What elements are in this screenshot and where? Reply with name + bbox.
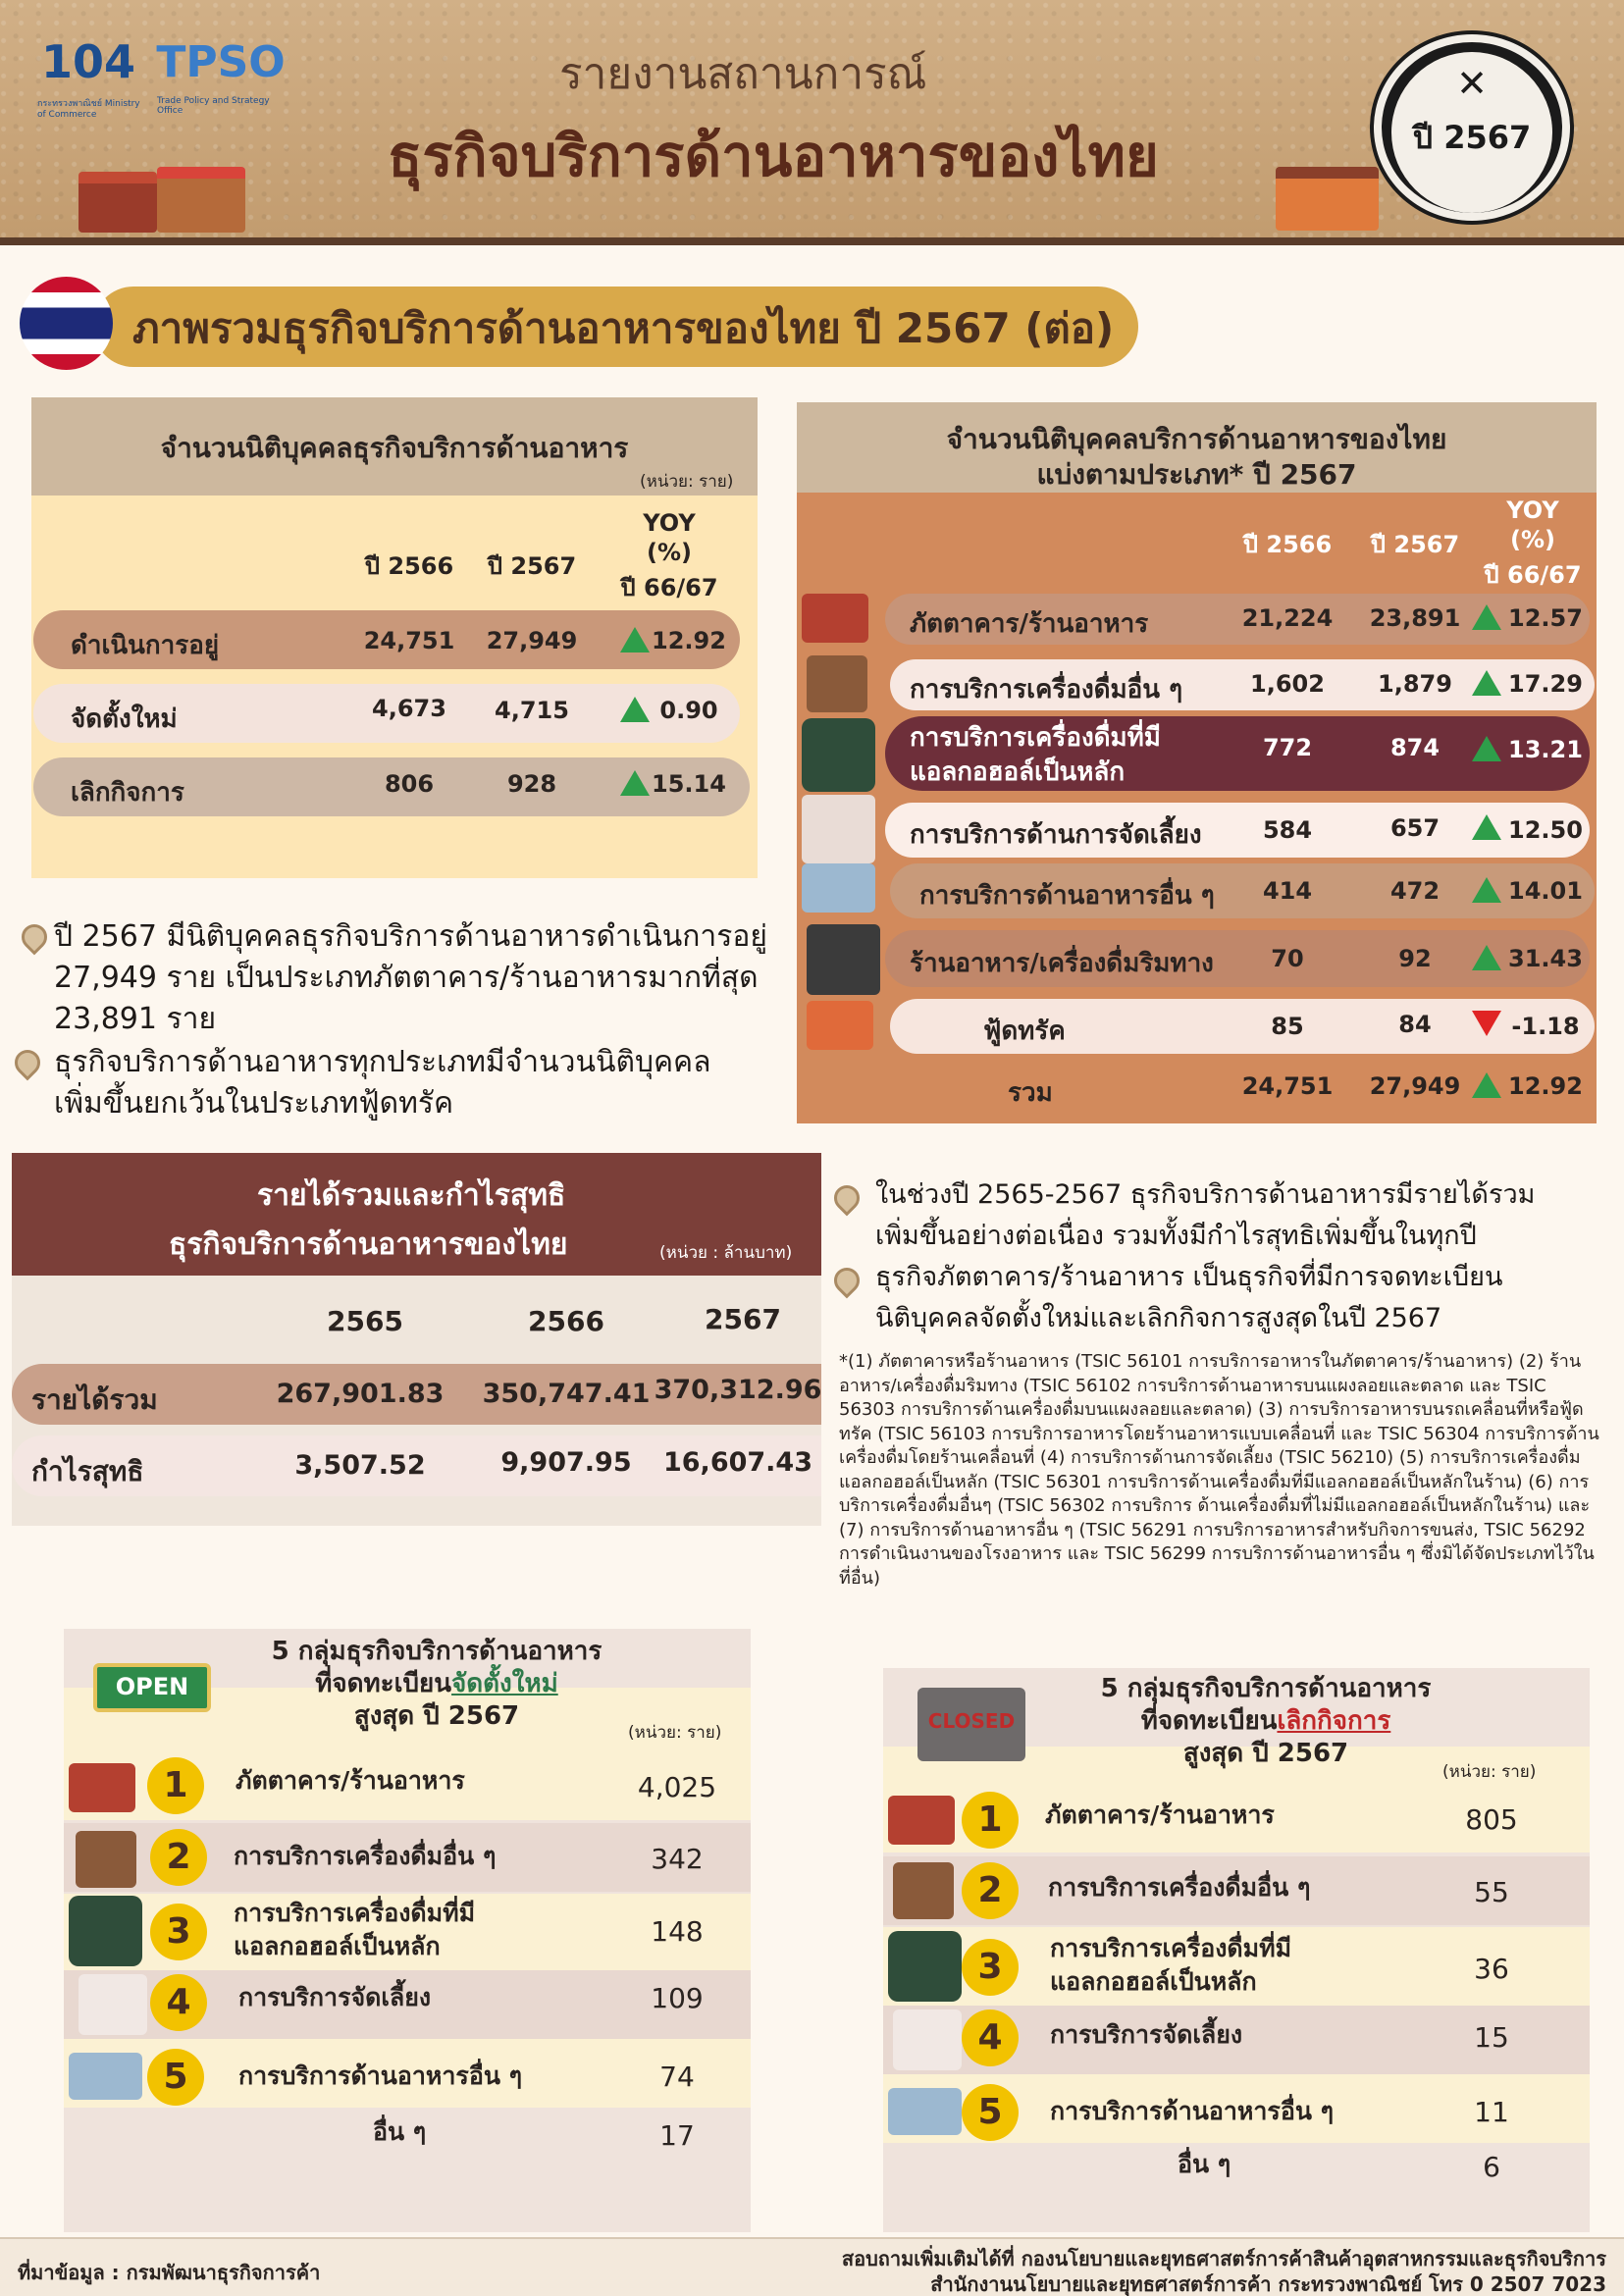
value-yoy: 12.92: [652, 627, 726, 654]
increase-arrow-icon: [1472, 1072, 1501, 1098]
value-2566: 806: [384, 770, 435, 798]
thai-flag-icon: [20, 277, 113, 370]
cafe-icon: [893, 1862, 954, 1919]
canteen-icon: [888, 2088, 962, 2135]
footnote: *(1) ภัตตาคารหรือร้านอาหาร (TSIC 56101 การบริการอาหารในภัตตาคาร/ร้านอาหาร) (2) ร้านอาหาร/เครื่องดื่มริมทาง (TSIC 56102 การบริการด้านอาหารบนแผงลอยและตลาด และ TSIC 56303 การบริการด้านเครื่องดื่มบนแผงลอยและตลาด) (3) การบริการอาหารบนรถเคลื่อนที่หรือฟู้ดทรัค (TSIC 56103 การบริการอาหารโดยร้านอาหารแบบเคลื่อนที่ และ TSIC 56304 การบริการด้านเครื่องดื่มโดยร้านเคลื่อนที่ (4) การบริการด้านการจัดเลี้ยง (TSIC 56210) (5) การบริการเครื่องดื่มแอลกอฮอล์เป็นหลัก (TSIC 56301 การบริการด้านเครื่องดื่มที่มีแอลกอฮอล์เป็นหลักในร้าน) (6) การบริการเครื่องดื่มอื่นๆ (TSIC 56302 การบริการ ด้านเครื่องดื่มที่ไม่มีแอลกอฮอล์เป็นหลักในร้าน) และ (7) การบริการด้านอาหารอื่น ๆ (TSIC 56291 การบริการอาหารสำหรับกิจการขนส่ง, TSIC 56292 การดำเนินงานของโรงอาหาร และ TSIC 56299 การบริการด้านอาหารอื่น ๆ ซึ่งมิได้จัดประเภทไว้ในที่อื่น): [839, 1351, 1599, 1589]
col-year-2565: 2565: [327, 1305, 403, 1337]
bullet-text: 23,891 ราย: [54, 1002, 217, 1036]
entities-summary-title: จำนวนนิติบุคคลธุรกิจบริการด้านอาหาร: [160, 432, 629, 464]
revenue-profit-title-line1: รายได้รวมและกำไรสุทธิ: [257, 1178, 566, 1213]
pushpin-icon: [829, 1263, 865, 1299]
col-yoy: YOY: [643, 509, 696, 537]
year-badge-label: ปี 2567: [1412, 119, 1532, 156]
row-label: ดำเนินการอยู่: [71, 631, 220, 660]
cafe-icon: [76, 1831, 136, 1888]
restaurant-icon: [888, 1796, 955, 1845]
value-yoy: 14.01: [1508, 877, 1583, 905]
open-sign-text: OPEN: [115, 1673, 189, 1700]
value-yoy: 17.29: [1508, 670, 1583, 698]
row-label: การบริการด้านอาหารอื่น ๆ: [1050, 2097, 1335, 2125]
row-label: ร้านอาหาร/เครื่องดื่มริมทาง: [910, 949, 1214, 978]
total-2567: 27,949: [1369, 1072, 1461, 1100]
decrease-arrow-icon: [1472, 1011, 1501, 1036]
bullet-text: เพิ่มขึ้นยกเว้นในประเภทฟู้ดทรัค: [54, 1086, 454, 1121]
row-label: การบริการเครื่องดื่มอื่น ๆ: [910, 675, 1183, 704]
row-value: 148: [651, 1915, 704, 1948]
value-yoy: 0.90: [659, 697, 718, 724]
row-value: 4,025: [637, 1771, 717, 1803]
revenue-profit-header: [12, 1153, 821, 1276]
row-value: 15: [1474, 2021, 1509, 2054]
bullet-text: 27,949 ราย เป็นประเภทภัตตาคาร/ร้านอาหารมากที่สุด: [54, 961, 759, 995]
value-2566: 414: [1262, 877, 1313, 905]
value-2567: 4,715: [495, 697, 569, 724]
title-highlight: จัดตั้งใหม่: [451, 1669, 558, 1698]
col-2566: ปี 2566: [1242, 531, 1333, 558]
tpso-logo: TPSO: [156, 36, 286, 87]
value-yoy: 12.50: [1508, 816, 1583, 844]
cafe-icon: [807, 655, 867, 712]
other-value: 17: [659, 2119, 695, 2152]
rank-badge: 4: [962, 2009, 1019, 2066]
moc-logo-subtitle: กระทรวงพาณิชย์ Ministry of Commerce: [37, 99, 140, 120]
list-item: [64, 1970, 751, 2039]
list-item: [883, 1856, 1590, 1925]
canteen-icon: [69, 2053, 142, 2100]
rank-badge: 5: [962, 2084, 1019, 2141]
increase-arrow-icon: [1472, 877, 1501, 903]
top5-new-title-line3: สูงสุด ปี 2567: [353, 1701, 520, 1731]
row-value: 11: [1474, 2096, 1509, 2128]
value-yoy: -1.18: [1511, 1013, 1580, 1040]
top5-new-title-line1: 5 กลุ่มธุรกิจบริการด้านอาหาร: [271, 1637, 602, 1666]
rank-badge: 3: [962, 1939, 1019, 1996]
row-label: จัดตั้งใหม่: [71, 704, 178, 734]
value-2566: 4,673: [372, 695, 446, 722]
entities-by-type-title-line2: แบ่งตามประเภท* ปี 2567: [1036, 458, 1357, 491]
value-2567: 874: [1389, 734, 1441, 761]
bullet-text: เพิ่มขึ้นอย่างต่อเนื่อง รวมทั้งมีกำไรสุทธิเพิ่มขึ้นในทุกปี: [875, 1221, 1477, 1251]
col-year-2566: 2566: [528, 1305, 604, 1337]
fork-spoon-icon: ✕: [1456, 62, 1488, 105]
restaurant-icon: [69, 1763, 135, 1812]
tpso-logo-subtitle: Trade Policy and Strategy Office: [157, 96, 270, 116]
unit-label: (หน่วย : ล้านบาท): [659, 1243, 793, 1263]
increase-arrow-icon: [620, 697, 650, 722]
rank-badge: 2: [150, 1829, 207, 1886]
value-2567: 1,879: [1378, 670, 1452, 698]
bullet-text: ปี 2567 มีนิติบุคคลธุรกิจบริการด้านอาหารดำเนินการอยู่: [54, 919, 767, 954]
row-value: 55: [1474, 1876, 1509, 1908]
value-2567: 23,891: [1369, 604, 1461, 632]
pub-sign-icon: [802, 718, 875, 792]
value-2566: 772: [1262, 734, 1313, 761]
bullet-text: ในช่วงปี 2565-2567 ธุรกิจบริการด้านอาหารมีรายได้รวม: [875, 1179, 1536, 1210]
row-label: การบริการด้านการจัดเลี้ยง: [910, 820, 1202, 850]
col-yoy-year: ปี 66/67: [620, 574, 718, 601]
row-label: การบริการเครื่องดื่มอื่น ๆ: [234, 1842, 497, 1870]
other-value: 6: [1483, 2151, 1500, 2183]
col-year-2567: 2567: [705, 1303, 781, 1335]
profit-label: กำไรสุทธิ: [31, 1455, 144, 1487]
row-label: การบริการด้านอาหารอื่น ๆ: [238, 2061, 523, 2090]
rank-badge: 4: [150, 1974, 207, 2031]
value-yoy: 15.14: [652, 770, 726, 798]
entities-by-type-panel: [797, 402, 1597, 1123]
value-2567: 27,949: [486, 627, 578, 654]
value-2566: 21,224: [1241, 604, 1334, 632]
value-yoy: 13.21: [1508, 736, 1583, 763]
increase-arrow-icon: [1472, 945, 1501, 970]
col-2567: ปี 2567: [487, 552, 577, 580]
row-label: การบริการจัดเลี้ยง: [1050, 2020, 1243, 2049]
bullet-text: ธุรกิจภัตตาคาร/ร้านอาหาร เป็นธุรกิจที่มีการจดทะเบียน: [875, 1262, 1503, 1292]
row-value: 805: [1465, 1803, 1518, 1836]
value-2566: 85: [1271, 1013, 1304, 1040]
catering-icon: [79, 1974, 147, 2035]
header: [0, 0, 1624, 245]
bullet-text: ธุรกิจบริการด้านอาหารทุกประเภทมีจำนวนนิติบุคคล: [54, 1045, 711, 1079]
row-label-line2: แอลกอฮอล์เป็นหลัก: [910, 757, 1126, 787]
row-value: 36: [1474, 1953, 1509, 1985]
increase-arrow-icon: [1472, 670, 1501, 696]
row-label: การบริการจัดเลี้ยง: [238, 1983, 432, 2011]
food-truck-illustration-icon: [1276, 167, 1379, 231]
col-yoy: YOY: [1506, 496, 1559, 524]
row-value: 342: [651, 1843, 704, 1875]
value-2567: 84: [1398, 1011, 1432, 1038]
value-2567: 928: [506, 770, 557, 798]
canteen-icon: [802, 863, 875, 913]
contact-line1: สอบถามเพิ่มเติมได้ที่ กองนโยบายและยุทธศาสตร์การค้าสินค้าอุตสาหกรรมและธุรกิจบริการ: [841, 2247, 1606, 2270]
value-2566: 24,751: [363, 627, 455, 654]
title-prefix: ที่จดทะเบียน: [1140, 1706, 1278, 1736]
open-sign-icon: [93, 1663, 211, 1712]
section-title-banner: [93, 287, 1138, 367]
increase-arrow-icon: [620, 770, 650, 796]
row-label: ภัตตาคาร/ร้านอาหาร: [1045, 1800, 1275, 1829]
entities-by-type-title-line1: จำนวนนิติบุคคลบริการด้านอาหารของไทย: [946, 423, 1447, 455]
profit-2565: 3,507.52: [294, 1450, 426, 1481]
title-highlight: เลิกกิจการ: [1277, 1706, 1391, 1736]
title-prefix: ที่จดทะเบียน: [315, 1669, 452, 1698]
col-2566: ปี 2566: [364, 552, 454, 580]
row-label: การบริการด้านอาหารอื่น ๆ: [919, 881, 1215, 911]
revenue-profit-title-line2: ธุรกิจบริการด้านอาหารของไทย: [169, 1227, 568, 1262]
entities-summary-panel: [31, 397, 758, 878]
list-item: [883, 1784, 1590, 1852]
data-source: ที่มาข้อมูล : กรมพัฒนาธุรกิจการค้า: [18, 2261, 321, 2284]
row-label: ภัตตาคาร/ร้านอาหาร: [236, 1766, 465, 1795]
value-2567: 92: [1398, 945, 1432, 972]
pushpin-icon: [829, 1180, 865, 1217]
row-label: ฟู้ดทรัค: [983, 1017, 1066, 1046]
col-yoy-year: ปี 66/67: [1484, 561, 1582, 589]
row-value: 109: [651, 1982, 704, 2014]
catering-icon: [802, 795, 875, 863]
total-yoy: 12.92: [1508, 1072, 1583, 1100]
unit-label: (หน่วย: ราย): [628, 1723, 722, 1743]
closed-sign-text: CLOSED: [927, 1709, 1016, 1733]
rank-badge: 3: [150, 1904, 207, 1960]
value-yoy: 12.57: [1508, 604, 1583, 632]
header-title-line1: รายงานสถานการณ์: [559, 49, 927, 99]
value-2567: 657: [1389, 814, 1441, 842]
row-label: การบริการเครื่องดื่มที่มี: [234, 1899, 476, 1927]
col-2567: ปี 2567: [1370, 531, 1460, 558]
row-label: เลิกกิจการ: [71, 778, 184, 808]
pub-sign-icon: [888, 1931, 962, 2002]
list-item: [883, 2074, 1590, 2143]
revenue-2566: 350,747.41: [482, 1379, 651, 1409]
pushpin-icon: [10, 1045, 46, 1081]
profit-2566: 9,907.95: [500, 1447, 632, 1478]
list-item: [883, 1927, 1590, 2006]
row-label: ภัตตาคาร/ร้านอาหาร: [910, 609, 1149, 639]
col-yoy-pct: (%): [1510, 526, 1555, 553]
unit-label: (หน่วย: ราย): [640, 472, 734, 492]
entities-by-type-header: [797, 402, 1597, 493]
value-2566: 584: [1262, 816, 1313, 844]
increase-arrow-icon: [620, 627, 650, 652]
value-2566: 70: [1271, 945, 1304, 972]
profit-2567: 16,607.43: [662, 1447, 813, 1478]
restaurant-illustration-icon: [79, 172, 157, 233]
footer: [0, 2237, 1624, 2296]
top5-closed-title-line3: สูงสุด ปี 2567: [1182, 1739, 1349, 1768]
increase-arrow-icon: [1472, 736, 1501, 761]
row-label: การบริการเครื่องดื่มที่มี: [910, 723, 1161, 753]
list-item: [64, 1751, 751, 1820]
revenue-2565: 267,901.83: [276, 1379, 445, 1409]
other-label: อื่น ๆ: [1178, 2150, 1231, 2178]
list-item: [64, 1823, 751, 1892]
street-cart-icon: [807, 924, 880, 995]
top5-closed-panel: [883, 1639, 1590, 2232]
bullet-text: นิติบุคคลจัดตั้งใหม่และเลิกกิจการสูงสุดในปี 2567: [875, 1303, 1442, 1333]
other-label: อื่น ๆ: [373, 2117, 427, 2146]
closed-sign-icon: [917, 1688, 1025, 1761]
list-item: [64, 1894, 751, 1970]
moc-104-logo: 104: [40, 35, 136, 88]
revenue-2567: 370,312.96: [654, 1375, 822, 1405]
row-label: การบริการเครื่องดื่มที่มี: [1050, 1934, 1292, 1962]
total-2566: 24,751: [1241, 1072, 1334, 1100]
top5-closed-title-line1: 5 กลุ่มธุรกิจบริการด้านอาหาร: [1100, 1674, 1432, 1703]
revenue-profit-panel: [12, 1153, 821, 1526]
pub-sign-icon: [69, 1896, 142, 1966]
restaurant-icon: [802, 594, 868, 643]
pushpin-icon: [17, 919, 53, 956]
section-title: ภาพรวมธุรกิจบริการด้านอาหารของไทย ปี 2567 (ต่อ): [132, 304, 1115, 352]
unit-label: (หน่วย: ราย): [1442, 1762, 1537, 1782]
rank-badge: 1: [147, 1757, 204, 1814]
header-title-line2: ธุรกิจบริการด้านอาหารของไทย: [388, 123, 1159, 189]
year-plate-badge: [1374, 34, 1570, 221]
row-label-line2: แอลกอฮอล์เป็นหลัก: [234, 1932, 441, 1960]
increase-arrow-icon: [1472, 604, 1501, 630]
increase-arrow-icon: [1472, 814, 1501, 840]
catering-icon: [893, 2009, 962, 2070]
total-label: รวม: [1008, 1078, 1053, 1108]
market-stall-illustration-icon: [157, 167, 245, 233]
list-item: [883, 2006, 1590, 2074]
list-item: [64, 2039, 751, 2108]
row-label-line2: แอลกอฮอล์เป็นหลัก: [1050, 1967, 1257, 1996]
value-yoy: 31.43: [1508, 945, 1583, 972]
rank-badge: 5: [147, 2049, 204, 2106]
row-value: 74: [659, 2061, 695, 2093]
rank-badge: 2: [962, 1862, 1019, 1919]
row-label: การบริการเครื่องดื่มอื่น ๆ: [1048, 1873, 1311, 1902]
value-2566: 1,602: [1250, 670, 1325, 698]
food-truck-icon: [807, 1001, 873, 1050]
value-2567: 472: [1389, 877, 1441, 905]
top5-new-panel: [64, 1609, 751, 2232]
contact-line2: สำนักงานนโยบายและยุทธศาสตร์การค้า กระทรวงพาณิชย์ โทร 0 2507 7023: [930, 2272, 1606, 2296]
revenue-label: รายได้รวม: [31, 1383, 158, 1416]
rank-badge: 1: [962, 1792, 1019, 1849]
col-yoy-pct: (%): [647, 539, 692, 566]
